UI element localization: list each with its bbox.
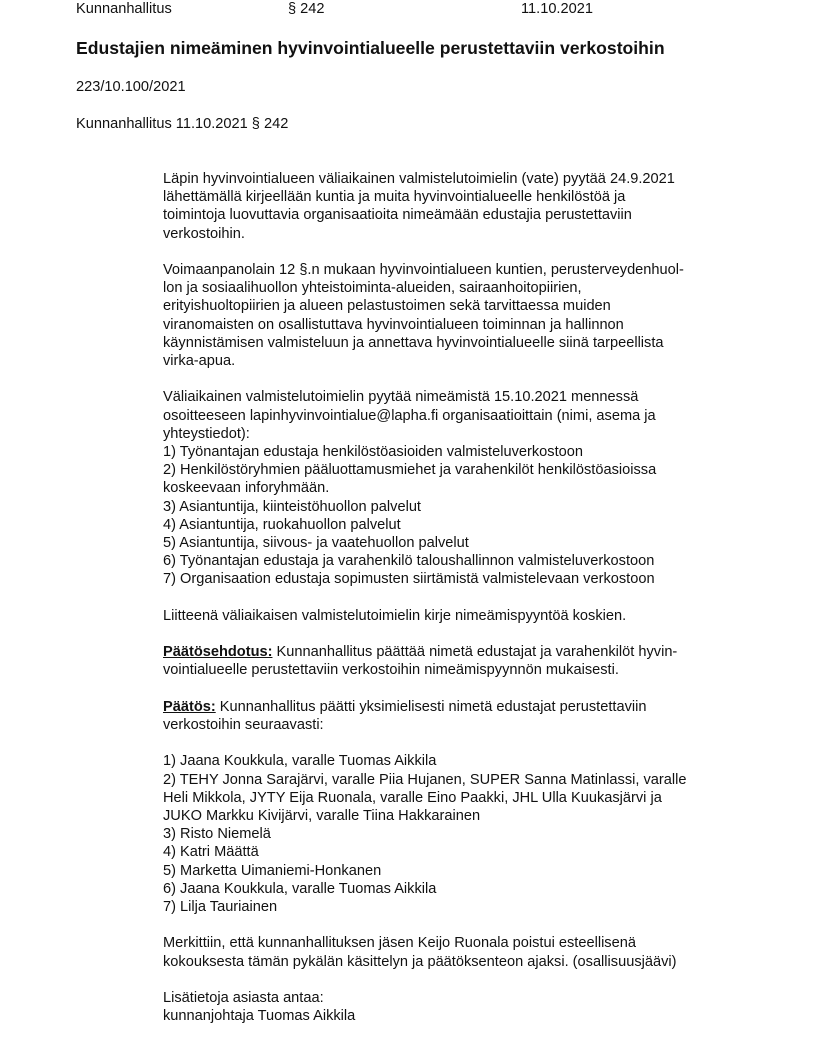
- decision-label: Päätös:: [163, 698, 216, 715]
- text-line: yhteystiedot):: [163, 425, 250, 442]
- meeting-reference: Kunnanhallitus 11.10.2021 § 242: [76, 116, 289, 132]
- decision-list-item: 1) Jaana Koukkula, varalle Tuomas Aikkila: [163, 753, 437, 770]
- request-list-item: 6) Työnantajan edustaja ja varahenkilö taloushallinnon valmisteluverkostoon: [163, 553, 655, 570]
- note-paragraph: [163, 934, 753, 970]
- text-line: kokouksesta tämän pykälän käsittelyn ja päätöksenteon ajaksi. (osallisuusjäävi): [163, 953, 677, 970]
- proposal-paragraph: [163, 643, 753, 679]
- text-line: Lisätietoja asiasta antaa:: [163, 990, 324, 1007]
- header-section: § 242: [288, 1, 325, 17]
- text-line: virka-apua.: [163, 353, 236, 370]
- proposal-label: Päätösehdotus:: [163, 644, 273, 661]
- text-line: Väliaikainen valmistelutoimielin pyytää nimeämistä 15.10.2021 mennessä: [163, 389, 639, 406]
- text-line: osoitteeseen lapinhyvinvointialue@lapha.fi organisaatioittain (nimi, asema ja: [163, 407, 656, 424]
- case-number: 223/10.100/2021: [76, 79, 186, 95]
- text-line: Kunnanhallitus päättää nimetä edustajat ja varahenkilöt hyvin-: [272, 644, 678, 661]
- page-header: [0, 0, 816, 20]
- text-line: verkostoihin seuraavasti:: [163, 717, 324, 734]
- decision-list-item: Heli Mikkola, JYTY Eija Ruonala, varalle Eino Paakki, JHL Ulla Kuukasjärvi ja: [163, 789, 662, 806]
- document-title: Edustajien nimeäminen hyvinvointialueelle perustettaviin verkostoihin: [76, 38, 665, 58]
- text-line: Läpin hyvinvointialueen väliaikainen valmistelutoimielin (vate) pyytää 24.9.2021: [163, 171, 675, 187]
- text-line: toimintoja luovuttavia organisaatioita nimeämään edustajia perustettaviin: [163, 207, 632, 224]
- header-body-name: Kunnanhallitus: [76, 1, 172, 17]
- text-line: vointialueelle perustettaviin verkostoihin nimeämispyynnön mukaisesti.: [163, 662, 619, 679]
- contact-name: kunnanjohtaja Tuomas Aikkila: [163, 1008, 356, 1025]
- text-line: verkostoihin.: [163, 225, 245, 242]
- intro-paragraph: [163, 170, 753, 243]
- contact-paragraph: [163, 989, 753, 1025]
- decision-list: [163, 752, 753, 916]
- text-line: Liitteenä väliaikaisen valmistelutoimielin kirje nimeämispyyntöä koskien.: [163, 607, 627, 624]
- text-line: Kunnanhallitus päätti yksimielisesti nimetä edustajat perustettaviin: [215, 698, 647, 715]
- decision-list-item: 7) Lilja Tauriainen: [163, 899, 278, 916]
- request-list-item: 7) Organisaation edustaja sopimusten siirtämistä valmistelevaan verkostoon: [163, 571, 655, 588]
- request-list-item: 4) Asiantuntija, ruokahuollon palvelut: [163, 516, 401, 533]
- request-paragraph: [163, 388, 753, 588]
- text-line: viranomaisten on osallistuttava hyvinvointialueen toiminnan ja hallinnon: [163, 316, 624, 333]
- text-line: Merkittiin, että kunnanhallituksen jäsen Keijo Ruonala poistui esteellisenä: [163, 935, 636, 952]
- attachment-paragraph: [163, 607, 753, 625]
- document-body: [163, 170, 753, 1044]
- text-line: lon ja sosiaalihuollon yhteistoiminta-alueiden, sairaanhoitopiirien,: [163, 280, 582, 297]
- header-date: 11.10.2021: [521, 1, 593, 17]
- request-list-item: 5) Asiantuntija, siivous- ja vaatehuollon palvelut: [163, 535, 469, 552]
- decision-list-item: 6) Jaana Koukkula, varalle Tuomas Aikkila: [163, 880, 437, 897]
- law-paragraph: [163, 261, 753, 370]
- decision-list-item: 4) Katri Määttä: [163, 844, 259, 861]
- decision-list-item: 5) Marketta Uimaniemi-Honkanen: [163, 862, 382, 879]
- request-list-item: 1) Työnantajan edustaja henkilöstöasioiden valmisteluverkostoon: [163, 444, 583, 461]
- request-list-item: 3) Asiantuntija, kiinteistöhuollon palvelut: [163, 498, 421, 515]
- decision-paragraph: [163, 698, 753, 734]
- decision-list-item: JUKO Markku Kivijärvi, varalle Tiina Hakkarainen: [163, 808, 481, 825]
- decision-list-item: 3) Risto Niemelä: [163, 826, 271, 843]
- request-list-item: koskeevaan inforyhmään.: [163, 480, 330, 497]
- request-list-item: 2) Henkilöstöryhmien pääluottamusmiehet ja varahenkilöt henkilöstöasioissa: [163, 462, 657, 479]
- text-line: käynnistämisen valmisteluun ja annettava hyvinvointialueelle siinä tarpeellista: [163, 334, 664, 351]
- text-line: erityishuoltopiirien ja alueen pelastustoimen sekä tarvittaessa muiden: [163, 298, 611, 315]
- text-line: Voimaanpanolain 12 §.n mukaan hyvinvointialueen kuntien, perusterveydenhuol-: [163, 262, 684, 278]
- decision-list-item: 2) TEHY Jonna Sarajärvi, varalle Piia Hujanen, SUPER Sanna Matinlassi, varalle: [163, 771, 687, 788]
- text-line: lähettämällä kirjeellään kuntia ja muita hyvinvointialueelle henkilöstöä ja: [163, 189, 626, 206]
